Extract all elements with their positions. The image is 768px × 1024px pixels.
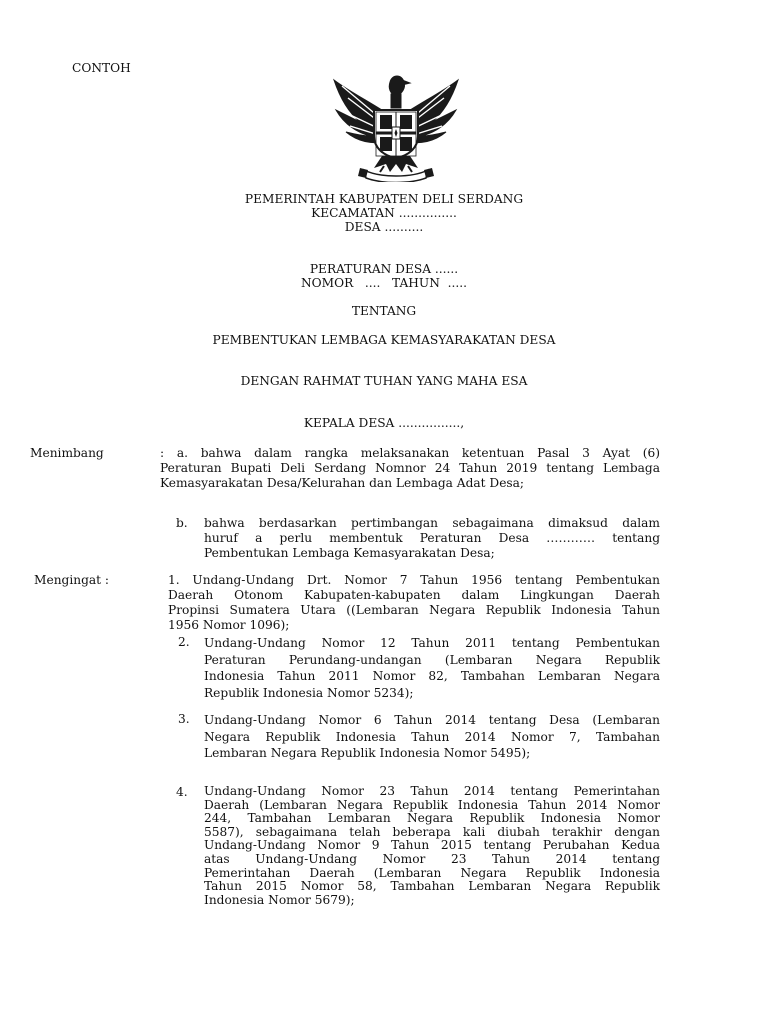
remembering-4-line: Undang-Undang Nomor 23 Tahun 2014 tentang Pemerintahan — [204, 784, 660, 798]
remembering-1-line: Propinsi Sumatera Utara ((Lembaran Negara Republik Indonesia Tahun — [168, 603, 660, 617]
remembering-2-marker: 2. — [178, 635, 190, 649]
remembering-4-line: Daerah (Lembaran Negara Republik Indonesia Tahun 2014 Nomor — [204, 797, 660, 812]
remembering-4-line: Indonesia Nomor 5679); — [204, 892, 355, 907]
remembering-3-line: Lembaran Negara Republik Indonesia Nomor 5495); — [204, 746, 531, 760]
remembering-3-marker: 3. — [178, 712, 190, 726]
remembering-item-4 — [204, 785, 660, 907]
remembering-2-line: Undang-Undang Nomor 12 Tahun 2011 tentang Pembentukan — [204, 636, 660, 650]
village-head-line: KEPALA DESA ................, — [303, 416, 465, 430]
remembering-4-line: Tahun 2015 Nomor 58, Tambahan Lembaran Negara Republik — [204, 879, 660, 894]
considering-label: Menimbang — [30, 446, 104, 460]
sample-label: CONTOH — [72, 61, 131, 75]
remembering-item-2 — [204, 635, 660, 701]
remembering-2-line: Peraturan Perundang-undangan (Lembaran Negara Republik — [204, 652, 660, 667]
remembering-4-line: Undang-Undang Nomor 9 Tahun 2015 tentang Perubahan Kedua — [204, 838, 660, 853]
remembering-1-line: Daerah Otonom Kabupaten-kabupaten dalam Lingkungan Daerah — [168, 588, 660, 602]
remembering-item-3 — [204, 712, 660, 762]
remembering-4-line: 5587), sebagaimana telah beberapa kali diubah terakhir dengan — [204, 824, 660, 839]
remembering-4-line: atas Undang-Undang Nomor 23 Tahun 2014 tentang — [204, 851, 660, 866]
considering-b-marker: b. — [176, 516, 188, 530]
remembering-3-line: Negara Republik Indonesia Tahun 2014 Nomor 7, Tambahan — [204, 729, 660, 744]
considering-item-b — [204, 516, 660, 561]
considering-a-line: : a. bahwa dalam rangka melaksanakan ketentuan Pasal 3 Ayat (6) — [160, 446, 660, 460]
considering-b-line: bahwa berdasarkan pertimbangan sebagaimana dimaksud dalam — [204, 516, 660, 530]
remembering-4-line: 244, Tambahan Lembaran Negara Republik Indonesia Nomor — [204, 811, 660, 826]
considering-a-line: Peraturan Bupati Deli Serdang Nomnor 24 Tahun 2019 tentang Lembaga — [160, 461, 660, 475]
number-year-line: NOMOR .... TAHUN ..... — [301, 276, 467, 290]
remembering-3-line: Undang-Undang Nomor 6 Tahun 2014 tentang Desa (Lembaran — [204, 713, 660, 727]
about-label: TENTANG — [351, 304, 417, 318]
village-line: DESA .......... — [344, 220, 424, 234]
remembering-1-line: 1. Undang-Undang Drt. Nomor 7 Tahun 1956 tentang Pembentukan — [168, 573, 660, 587]
district-line: KECAMATAN ............... — [311, 206, 457, 220]
remembering-2-line: Republik Indonesia Nomor 5234); — [204, 685, 414, 700]
remembering-label: Mengingat : — [34, 573, 110, 587]
regulation-title: PERATURAN DESA ...... — [309, 262, 459, 276]
garuda-emblem-icon — [330, 72, 462, 182]
remembering-4-line: Pemerintahan Daerah (Lembaran Negara Republik Indonesia — [204, 865, 660, 880]
government-name: PEMERINTAH KABUPATEN DELI SERDANG — [244, 192, 524, 206]
remembering-2-line: Indonesia Tahun 2011 Nomor 82, Tambahan Lembaran Negara — [204, 669, 660, 683]
remembering-item-1 — [168, 573, 660, 633]
grace-line: DENGAN RAHMAT TUHAN YANG MAHA ESA — [240, 374, 528, 388]
considering-b-line: huruf a perlu membentuk Peraturan Desa ………… tentang — [204, 531, 660, 545]
considering-b-line: Pembentukan Lembaga Kemasyarakatan Desa; — [204, 546, 495, 560]
remembering-1-line: 1956 Nomor 1096); — [168, 618, 290, 632]
subject-title: PEMBENTUKAN LEMBAGA KEMASYARAKATAN DESA — [212, 333, 556, 347]
remembering-4-marker: 4. — [176, 785, 188, 799]
considering-item-a — [160, 446, 660, 491]
considering-a-line: Kemasyarakatan Desa/Kelurahan dan Lembaga Adat Desa; — [160, 476, 525, 490]
